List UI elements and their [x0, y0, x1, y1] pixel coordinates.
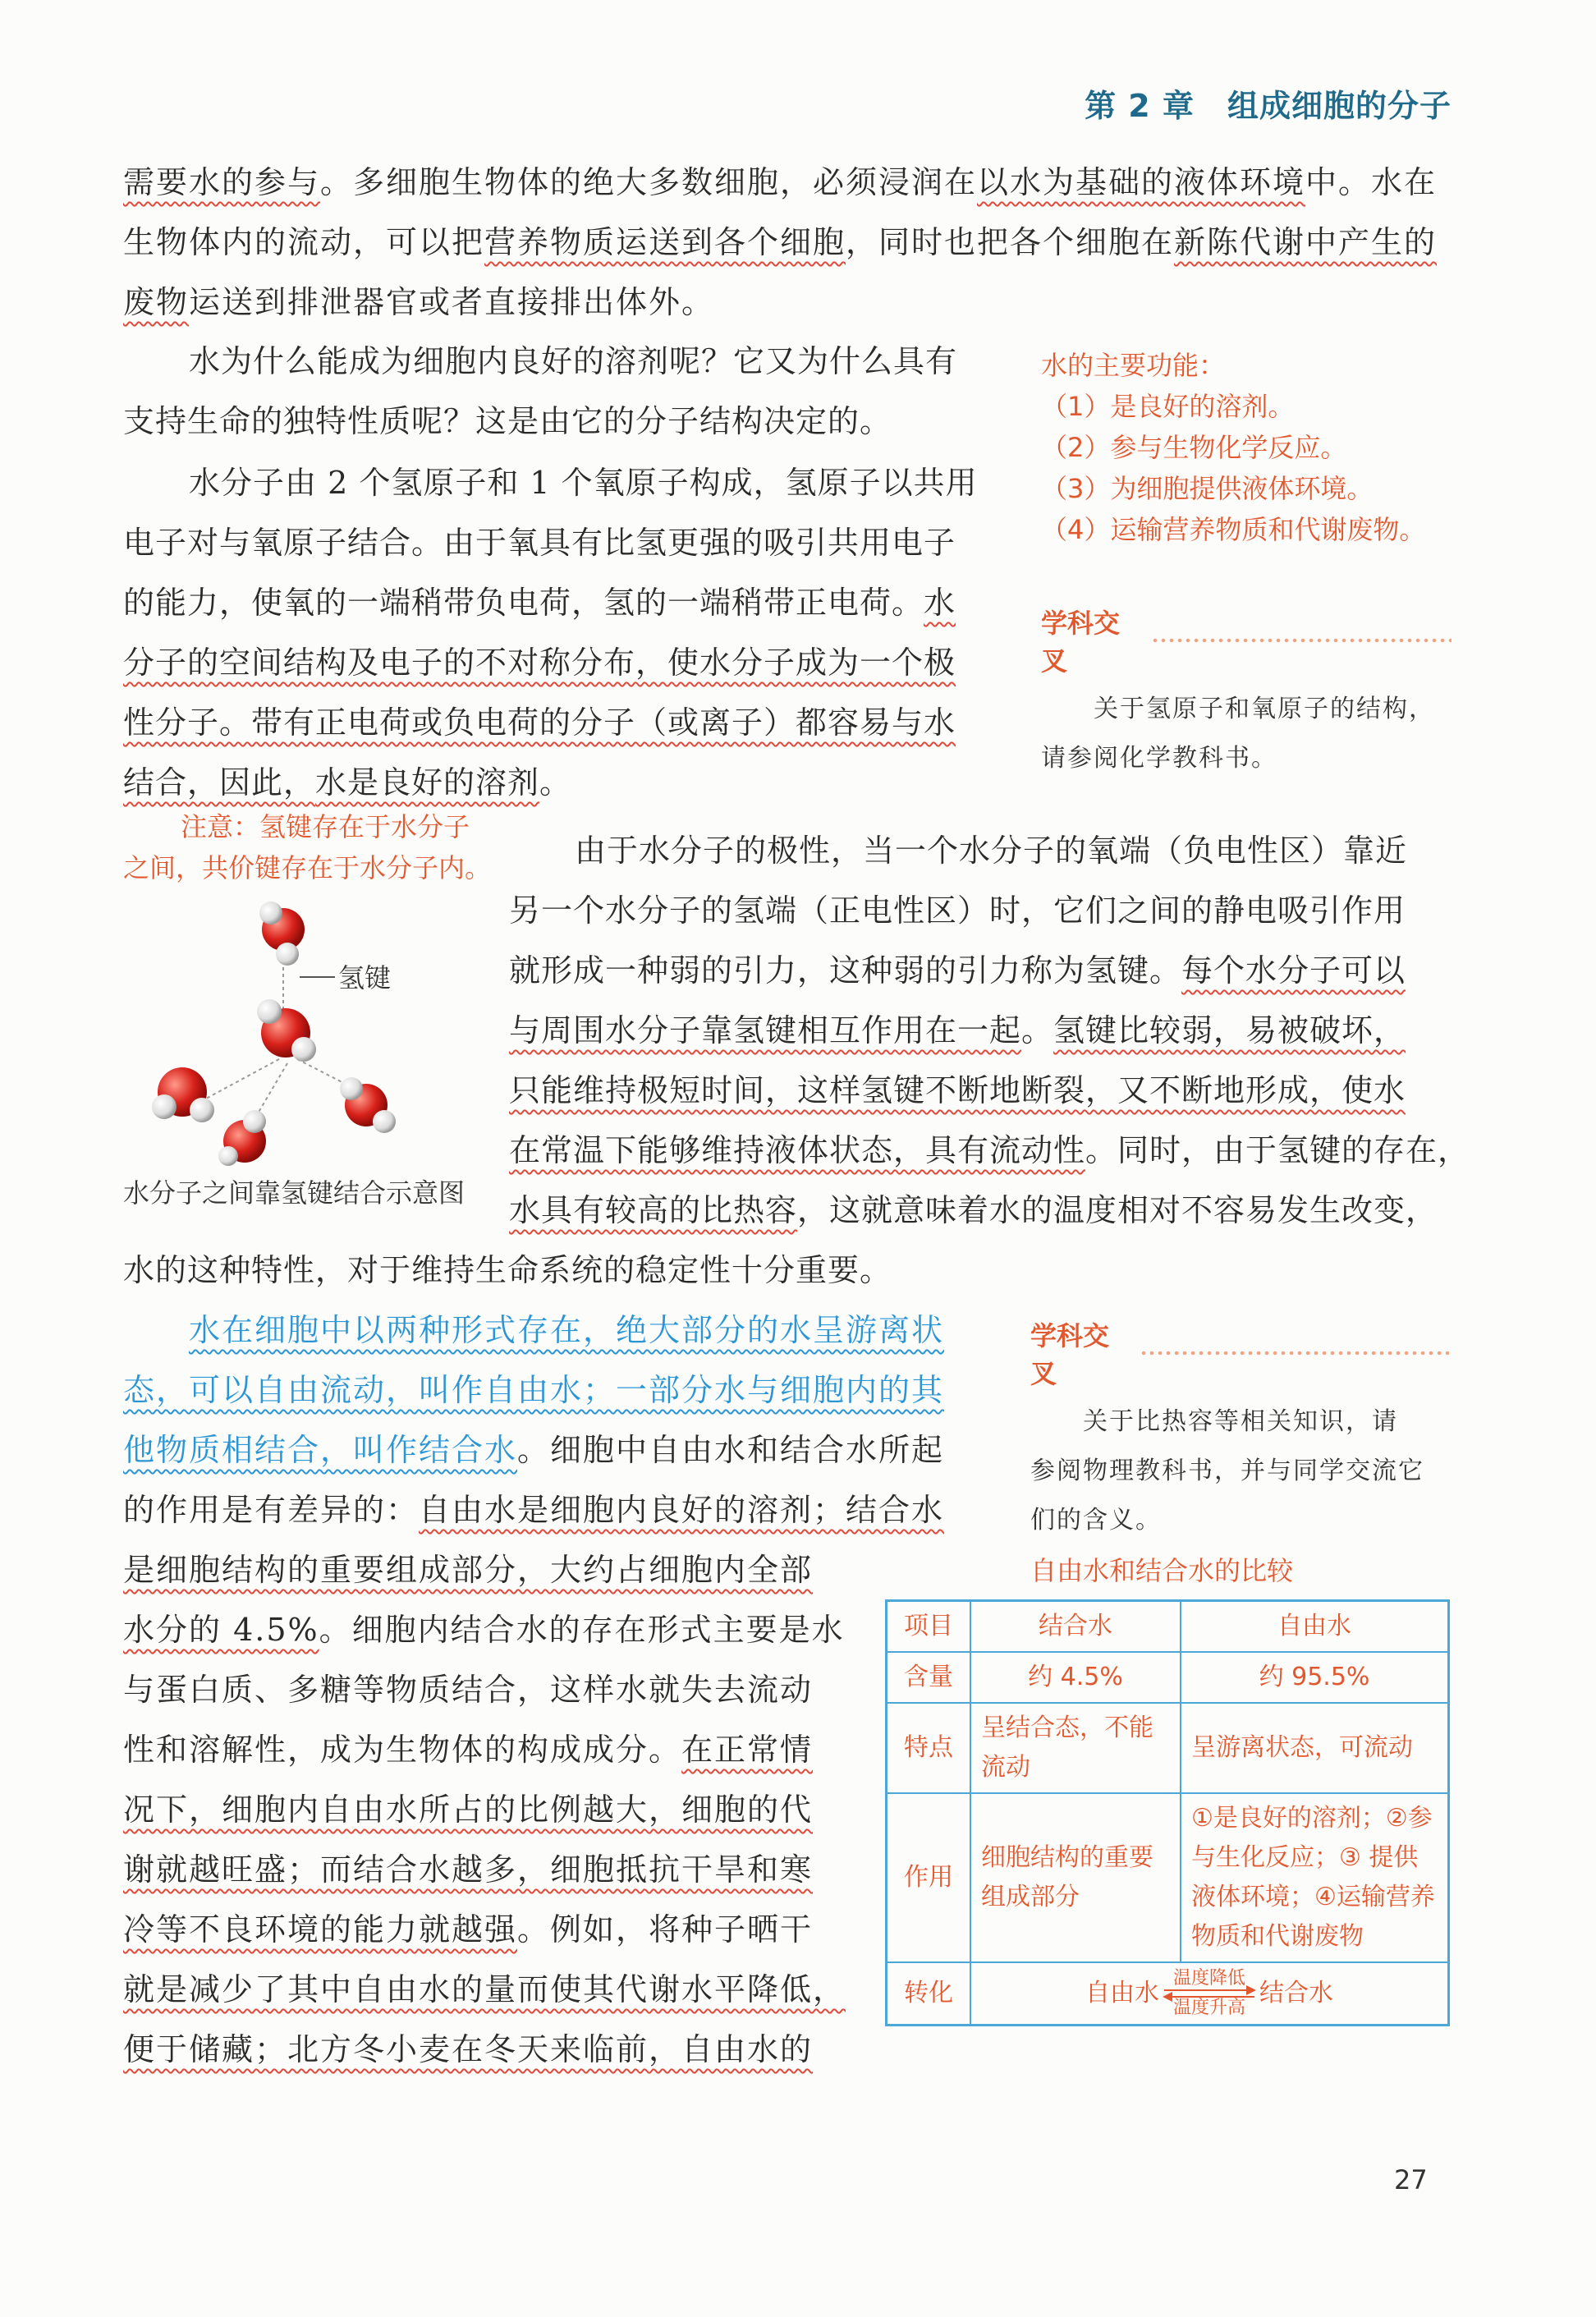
note-line: 注意：氢键存在于水分子: [181, 811, 470, 842]
conversion-right: 结合水: [1259, 1979, 1333, 2007]
text-span: 就是减少了其中自由水的量而使其代谢水平降低，: [123, 1971, 846, 2007]
function-item: （1）是良好的溶剂。: [1041, 391, 1295, 422]
text-span: 需要水的参与: [123, 164, 321, 200]
text-span: 的作用是有差异的：: [123, 1492, 420, 1528]
table-cell: 转化: [887, 1962, 971, 2026]
table-header-cell: 项目: [887, 1601, 971, 1653]
note-line: 之间，共价键存在于水分子内。: [123, 852, 492, 883]
reversible-arrows: [1164, 1968, 1254, 2019]
paragraph-4: [509, 821, 1470, 1241]
text-line: 与蛋白质、多糖等物质结合，这样水就失去流动: [123, 1672, 814, 1708]
text-span: 运送到排泄器官或者直接排出体外。: [189, 284, 715, 320]
text-line: 支持生命的独特性质呢？这是由它的分子结构决定的。: [123, 403, 892, 439]
functions-title: 水的主要功能：: [1041, 350, 1226, 381]
comparison-table: [885, 1599, 1450, 2026]
paragraph-1: [123, 153, 1453, 333]
text-line: 水的这种特性，对于维持生命系统的稳定性十分重要。: [123, 1252, 892, 1288]
box-text: 关于氢原子和氧原子的结构，: [1094, 695, 1435, 723]
table-cell: 特点: [887, 1703, 971, 1793]
hydrogen-bond-note: [123, 806, 491, 888]
table-header-cell: 自由水: [1181, 1601, 1449, 1653]
text-line: 水为什么能成为细胞内良好的溶剂呢？它又为什么具有: [189, 343, 958, 379]
table-cell: 呈结合态，不能流动: [970, 1703, 1181, 1793]
table-row: [887, 1703, 1449, 1793]
text-span: 他物质相结合，叫作结合水: [123, 1432, 518, 1468]
text-span: 水在细胞中以两种形式存在，绝大部分的水呈游离状: [189, 1312, 945, 1348]
chapter-header: [1085, 80, 1452, 126]
table-header-row: [887, 1601, 1449, 1653]
text-span: 冷等不良环境的能力就越强: [123, 1911, 518, 1948]
conversion-left: 自由水: [1085, 1979, 1159, 2007]
function-item: （3）为细胞提供液体环境。: [1041, 473, 1374, 504]
text-line: 另一个水分子的氢端（正电性区）时，它们之间的静电吸引作用: [509, 892, 1406, 929]
chapter-number: 第 2 章: [1085, 88, 1195, 124]
table-cell: 细胞结构的重要组成部分: [970, 1793, 1181, 1962]
text-span: 性和溶解性，成为生物体的构成成分。: [123, 1732, 682, 1768]
text-span: 在常温下能够维持液体状态，具有流动性: [509, 1132, 1086, 1168]
text-span: 每个水分子可以: [1181, 952, 1406, 989]
text-span: 。同时，由于氢键的存在，: [1085, 1132, 1470, 1168]
table-header-cell: 结合水: [970, 1601, 1181, 1653]
text-span: 况下，细胞内自由水所占的比例越大，细胞的代: [123, 1792, 814, 1828]
text-span: 。细胞内结合水的存在形式主要是水: [319, 1612, 845, 1648]
text-line: 由于水分子的极性，当一个水分子的氧端（负电性区）靠近: [575, 833, 1408, 869]
text-span: 中。水在: [1305, 164, 1438, 200]
text-span: 生物体内的流动，可以把: [123, 224, 485, 260]
table-cell: ①是良好的溶剂；②参与生化反应；③ 提供液体环境；④运输营养物质和代谢废物: [1181, 1793, 1449, 1962]
text-span: 。细胞中自由水和结合水所起: [517, 1432, 945, 1468]
water-functions-box: [1041, 345, 1425, 550]
text-span: ，同时也把各个细胞在: [846, 224, 1175, 260]
text-span: 。: [539, 764, 572, 801]
table-cell: 呈游离状态，可流动: [1181, 1703, 1449, 1793]
arrow-bottom-label: 温度升高: [1172, 1998, 1245, 2018]
text-span: 自由水是细胞内良好的溶剂；结合水: [419, 1492, 945, 1528]
box-text: 参阅物理教科书，并与同学交流它: [1030, 1457, 1424, 1485]
table-cell: 约 95.5%: [1181, 1652, 1449, 1703]
text-span: 与周围水分子靠氢键相互作用在一起: [509, 1012, 1022, 1048]
table-row: [887, 1793, 1449, 1962]
conversion-cell: [970, 1962, 1449, 2026]
figure-caption: 水分子之间靠氢键结合示意图: [123, 1177, 466, 1209]
text-line: 水分子由 2 个氢原子和 1 个氧原子构成，氢原子以共用: [189, 465, 978, 501]
text-span: 就形成一种弱的引力，这种弱的引力称为氢键。: [509, 952, 1182, 989]
table-cell: 含量: [887, 1652, 971, 1703]
text-span: 谢就越旺盛；而结合水越多，细胞抵抗干旱和寒: [123, 1851, 814, 1888]
water-molecule-bottom: [218, 1110, 266, 1166]
text-span: 便于储藏；北方冬小麦在冬天来临前，自由水的: [123, 2031, 814, 2067]
text-span: 。例如，将种子晒干: [517, 1911, 814, 1948]
water-molecule-left: [152, 1067, 214, 1122]
water-molecule-right: [340, 1077, 396, 1133]
cross-discipline-box-1: [1041, 603, 1452, 783]
text-span: 氢键比较弱，易被破坏，: [1053, 1012, 1406, 1048]
text-span: 水: [924, 585, 956, 621]
function-item: （4）运输营养物质和代谢废物。: [1041, 514, 1426, 545]
text-span: 分子的空间结构及电子的不对称分布，使水分子成为一个极: [123, 645, 956, 681]
water-molecule-top: [259, 902, 305, 966]
function-item: （2）参与生物化学反应。: [1041, 432, 1347, 463]
box-text: 请参阅化学教科书。: [1041, 744, 1277, 773]
table-cell: 约 4.5%: [970, 1652, 1181, 1703]
paragraph-3: [123, 453, 1010, 813]
table-title: 自由水和结合水的比较: [1030, 1555, 1294, 1586]
text-span: 水分的 4.5%: [123, 1612, 319, 1648]
text-span: 态，可以自由流动，叫作自由水；一部分水与细胞内的其: [123, 1372, 945, 1408]
water-molecule-center: [257, 999, 316, 1062]
text-span: 的能力，使氧的一端稍带负电荷，氢的一端稍带正电荷。: [123, 585, 924, 621]
page-number: 27: [1394, 2164, 1428, 2195]
paragraph-4-last-line: [123, 1241, 892, 1301]
cross-discipline-box-2: [1030, 1315, 1449, 1545]
text-span: 是细胞结构的重要组成部分，大约占细胞内全部: [123, 1552, 814, 1588]
dotted-rule: [1140, 1349, 1449, 1357]
text-span: 结合，因此，: [123, 764, 316, 801]
paragraph-2: [123, 332, 1010, 452]
arrow-top-label: 温度降低: [1172, 1968, 1245, 1989]
table-row: [887, 1962, 1449, 2026]
text-span: 。多细胞生物体的绝大多数细胞，必须浸润在: [320, 164, 978, 200]
text-span: 性分子。带有正电荷或负电荷的分子（或离子）都容易与水: [123, 704, 956, 741]
text-line: 电子对与氧原子结合。由于氧具有比氢更强的吸引共用电子: [123, 525, 956, 561]
hydrogen-bond-label: 氢键: [338, 962, 392, 993]
box-text: 关于比热容等相关知识，请: [1083, 1407, 1398, 1436]
table-cell: 作用: [887, 1793, 971, 1962]
text-span: 水是良好的溶剂: [315, 764, 540, 801]
text-span: 在正常情: [681, 1732, 814, 1768]
box-title: 学科交叉: [1030, 1320, 1110, 1389]
box-text: 们的含义。: [1030, 1506, 1162, 1535]
right-arrow-icon: [1164, 1989, 1254, 1991]
text-span: 营养物质运送到各个细胞: [484, 224, 846, 260]
text-span: 废物: [123, 284, 190, 320]
left-arrow-icon: [1164, 1996, 1254, 1998]
table-row: [887, 1652, 1449, 1703]
text-span: 只能维持极短时间，这样氢键不断地断裂，又不断地形成，使水: [509, 1072, 1406, 1108]
chapter-title: 组成细胞的分子: [1227, 88, 1452, 124]
text-span: 水具有较高的比热容: [509, 1192, 798, 1228]
text-span: 新陈代谢中产生的: [1174, 224, 1438, 260]
text-span: 以水为基础的液体环境: [977, 164, 1306, 200]
box-title: 学科交叉: [1041, 608, 1121, 677]
text-span: ，这就意味着水的温度相对不容易发生改变，: [797, 1192, 1438, 1228]
water-molecule-figure: [123, 895, 501, 1174]
text-span: 。: [1021, 1012, 1054, 1048]
dotted-rule: [1151, 636, 1452, 645]
